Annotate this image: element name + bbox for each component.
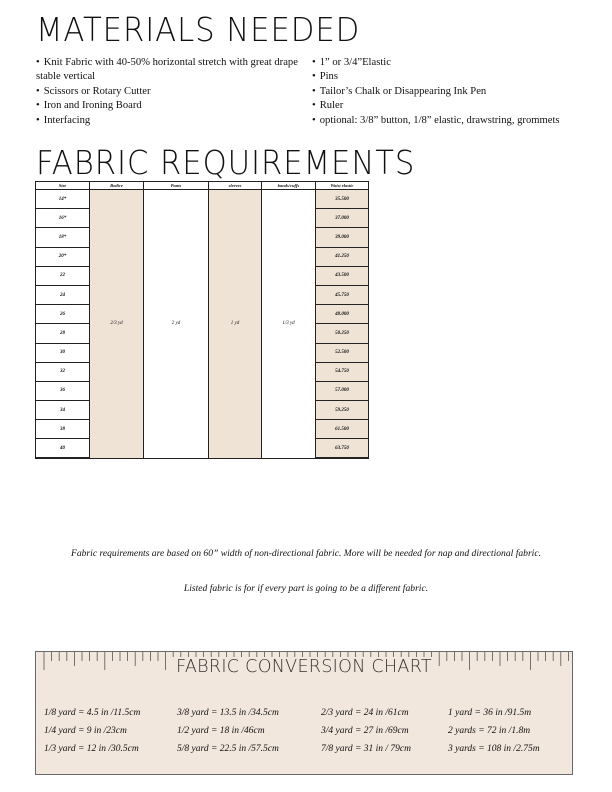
conversion-item: 1/2 yard = 18 in /46cm (177, 726, 265, 736)
size-cell: 14* (36, 190, 90, 209)
size-cell: 16* (36, 209, 90, 228)
conversion-column (44, 704, 140, 758)
header-pants: Pants (144, 182, 209, 190)
sleeves-cell: 1 yd (209, 190, 262, 459)
size-cell: 38 (36, 420, 90, 439)
table-row (36, 190, 369, 209)
conversion-item: 7/8 yard = 31 in / 79cm (321, 744, 411, 754)
table-body (36, 190, 369, 459)
fabric-note: Fabric requirements are based on 60” width of non-directional fabric. More will be needed for nap and directional fabric. (70, 548, 542, 559)
size-cell: 40 (36, 439, 90, 458)
materials-title: MATERIALS NEEDED (36, 10, 361, 49)
size-cell: 34 (36, 401, 90, 420)
conversion-title (36, 657, 572, 677)
conversion-item: 2 yards = 72 in /1.8m (448, 726, 531, 736)
waist-cell: 35.500 (316, 190, 369, 209)
fabric-note-2: Listed fabric is for if every part is going to be a different fabric. (183, 583, 429, 594)
material-item: • Pins (312, 70, 580, 84)
waist-cell: 41.250 (316, 247, 369, 266)
header-sleeves: sleeves (209, 182, 262, 190)
waist-cell: 57.000 (316, 381, 369, 400)
bands-cell: 1/3 yd (262, 190, 316, 459)
fabric-requirements-table (35, 181, 369, 459)
waist-cell: 61.500 (316, 420, 369, 439)
material-item: • Knit Fabric with 40-50% horizontal stretch with great drape stable vertical (36, 56, 308, 85)
waist-cell: 52.500 (316, 343, 369, 362)
material-item: • 1” or 3/4”Elastic (312, 56, 580, 70)
conversion-column (321, 704, 411, 758)
size-cell: 28 (36, 324, 90, 343)
conversion-item: 1/8 yard = 4.5 in /11.5cm (44, 708, 141, 718)
table-header-row (36, 182, 369, 190)
waist-cell: 45.750 (316, 285, 369, 304)
size-cell: 30 (36, 343, 90, 362)
conversion-item: 1/4 yard = 9 in /23cm (44, 726, 127, 736)
conversion-item: 1/3 yard = 12 in /30.5cm (44, 744, 139, 754)
material-item: • Tailor’s Chalk or Disappearing Ink Pen (312, 85, 580, 99)
waist-cell: 63.750 (316, 439, 369, 458)
conversion-item: 3/4 yard = 27 in /69cm (321, 726, 409, 736)
size-cell: 26 (36, 305, 90, 324)
header-bodice: Bodice (90, 182, 144, 190)
waist-cell: 43.500 (316, 266, 369, 285)
conversion-item: 3 yards = 108 in /2.75m (448, 744, 540, 754)
materials-list-left (36, 56, 308, 128)
conversion-item: 1 yard = 36 in /91.5m (448, 708, 532, 718)
size-cell: 22 (36, 266, 90, 285)
fabric-requirements-title: FABRIC REQUIREMENTS (36, 143, 416, 182)
materials-list-right (312, 56, 580, 128)
material-item: • Ruler (312, 99, 580, 113)
conversion-item: 3/8 yard = 13.5 in /34.5cm (177, 708, 279, 718)
material-item: • Scissors or Rotary Cutter (36, 85, 308, 99)
bodice-cell: 2/3 yd (90, 190, 144, 459)
waist-cell: 59.250 (316, 401, 369, 420)
conversion-ruler (35, 651, 573, 775)
size-cell: 32 (36, 362, 90, 381)
header-waist: Waist elastic (316, 182, 369, 190)
size-cell: 18* (36, 228, 90, 247)
pants-cell: 2 yd (144, 190, 209, 459)
waist-cell: 54.750 (316, 362, 369, 381)
waist-cell: 37.000 (316, 209, 369, 228)
material-item: • Iron and Ironing Board (36, 99, 308, 113)
material-item: • Interfacing (36, 114, 308, 128)
material-item: • optional: 3/8” button, 1/8” elastic, drawstring, grommets (312, 114, 580, 128)
waist-cell: 39.000 (316, 228, 369, 247)
waist-cell: 50.250 (316, 324, 369, 343)
conversion-title-text: FABRIC CONVERSION CHART (170, 657, 438, 677)
waist-cell: 48.000 (316, 305, 369, 324)
size-cell: 24 (36, 285, 90, 304)
header-size: Size (36, 182, 90, 190)
size-cell: 36 (36, 381, 90, 400)
size-cell: 20* (36, 247, 90, 266)
header-bands: bands/cuffs (262, 182, 316, 190)
conversion-item: 5/8 yard = 22.5 in /57.5cm (177, 744, 279, 754)
conversion-column (177, 704, 279, 758)
conversion-column (448, 704, 540, 758)
conversion-item: 2/3 yard = 24 in /61cm (321, 708, 409, 718)
